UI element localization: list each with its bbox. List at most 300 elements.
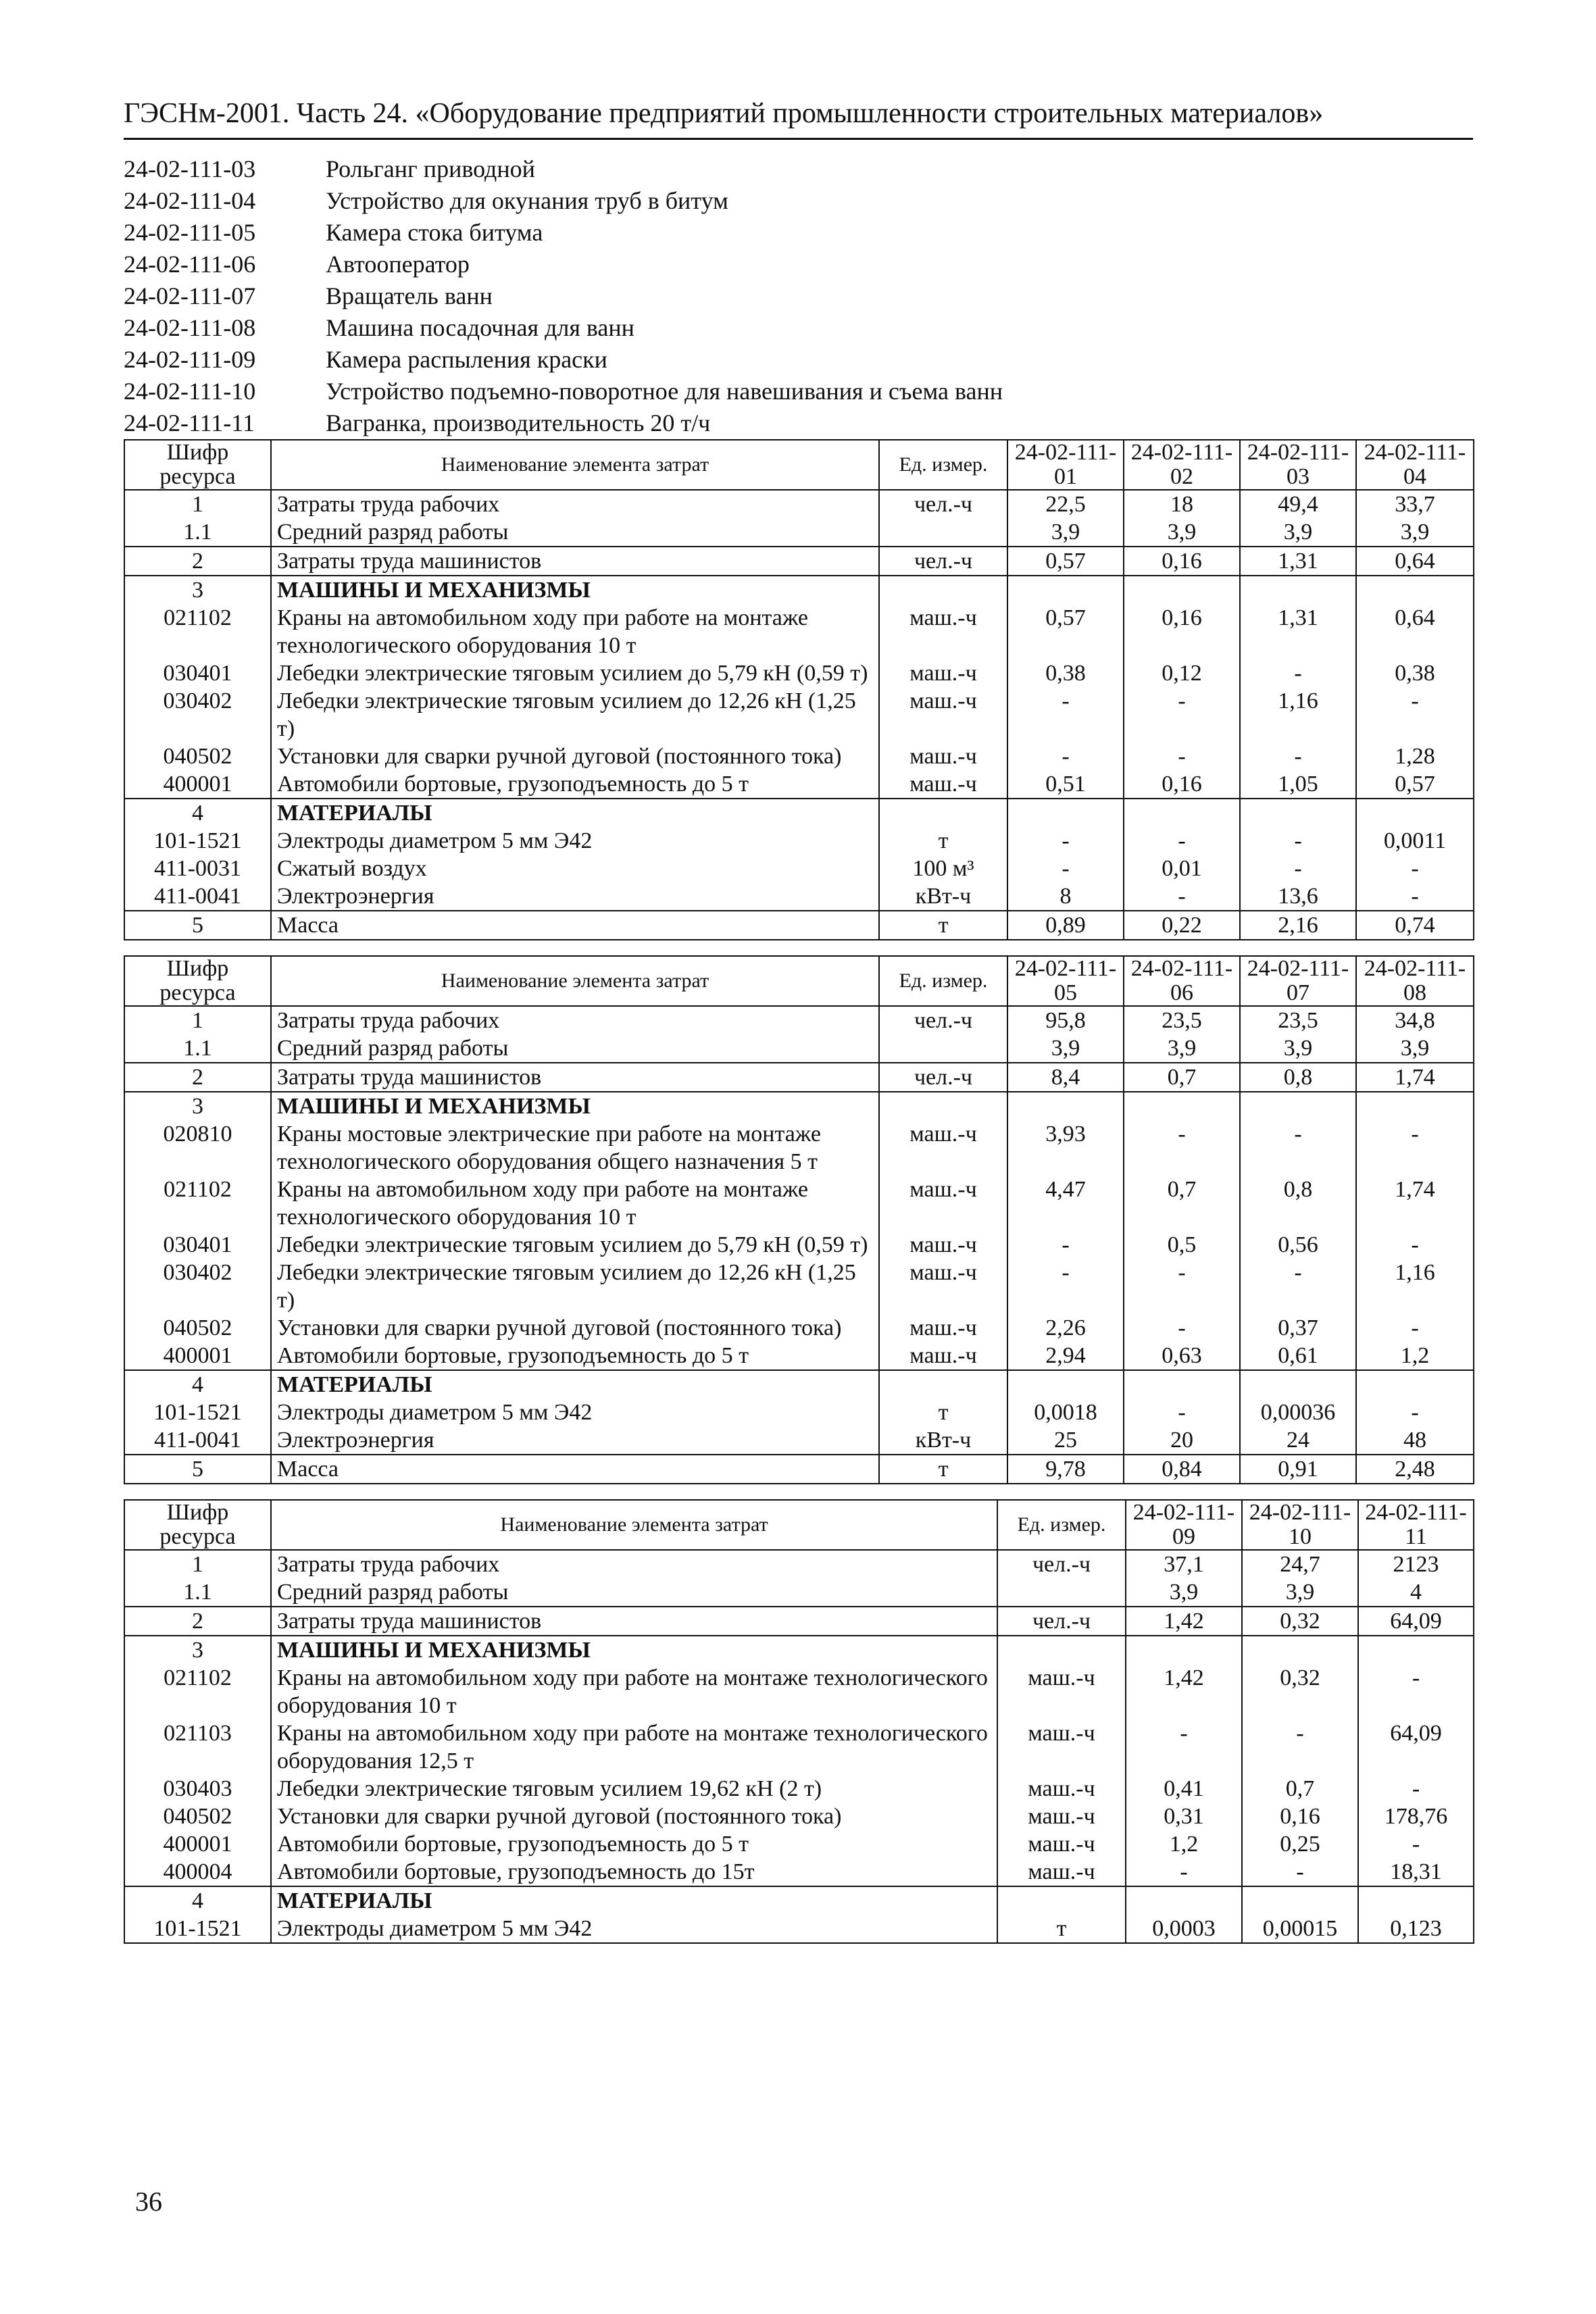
resource-value: - — [1007, 827, 1124, 855]
resource-unit: маш.-ч — [997, 1858, 1126, 1886]
resource-value: - — [1240, 827, 1356, 855]
resource-value: 0,16 — [1124, 604, 1240, 659]
resource-value: 0,16 — [1242, 1803, 1358, 1830]
resource-value: - — [1124, 1120, 1240, 1176]
resource-value: - — [1240, 1259, 1356, 1314]
resource-value: - — [1007, 1231, 1124, 1259]
resource-name: Лебедки электрические тяговым усилием до 5,79 кН (0,59 т) — [271, 1231, 879, 1259]
resource-unit: т — [879, 911, 1007, 940]
table-header-row — [124, 440, 1474, 490]
resource-value: - — [1356, 1120, 1474, 1176]
resource-value: - — [1124, 1399, 1240, 1426]
resource-value: 0,00015 — [1242, 1915, 1358, 1943]
resource-unit: т — [879, 1455, 1007, 1484]
resource-value: 0,0018 — [1007, 1399, 1124, 1426]
resource-code: 021102 — [124, 1176, 271, 1231]
resource-code: 021103 — [124, 1719, 271, 1775]
code-list-item — [124, 217, 1473, 249]
resource-value: 0,7 — [1124, 1063, 1240, 1092]
resource-value — [1007, 1370, 1124, 1399]
resource-code: 020810 — [124, 1120, 271, 1176]
item-name: Камера распыления краски — [326, 346, 607, 373]
resource-name: Установки для сварки ручной дуговой (постоянного тока) — [271, 1803, 997, 1830]
resource-value: 33,7 — [1356, 490, 1474, 518]
resource-unit: т — [879, 827, 1007, 855]
resource-value — [1240, 799, 1356, 827]
resource-name: МАТЕРИАЛЫ — [271, 1886, 997, 1915]
resource-name: Автомобили бортовые, грузоподъемность до 5 т — [271, 1342, 879, 1370]
header-col-norm: 24-02-111-04 — [1356, 440, 1474, 490]
resource-value: - — [1356, 1314, 1474, 1342]
resource-name: Масса — [271, 911, 879, 940]
resource-name: Средний разряд работы — [271, 1578, 997, 1607]
table-row — [124, 1858, 1474, 1886]
resource-unit: маш.-ч — [879, 1314, 1007, 1342]
resource-name: Затраты труда рабочих — [271, 490, 879, 518]
resource-value — [1356, 576, 1474, 604]
resource-name: Электроды диаметром 5 мм Э42 — [271, 827, 879, 855]
table-row — [124, 1719, 1474, 1775]
resource-name: Лебедки электрические тяговым усилием 19,62 кН (2 т) — [271, 1775, 997, 1803]
resource-value: 2,26 — [1007, 1314, 1124, 1342]
resource-value: 0,57 — [1007, 547, 1124, 576]
page-number: 36 — [135, 2186, 162, 2217]
resource-value: 3,9 — [1356, 1034, 1474, 1063]
resource-unit: маш.-ч — [997, 1775, 1126, 1803]
resource-value: 0,25 — [1242, 1830, 1358, 1858]
resource-value: 2123 — [1358, 1550, 1474, 1578]
resource-name: Краны на автомобильном ходу при работе на монтаже технологического оборудования 12,5 т — [271, 1719, 997, 1775]
resource-name: МАТЕРИАЛЫ — [271, 799, 879, 827]
resource-name: Средний разряд работы — [271, 518, 879, 547]
resource-value: 0,01 — [1124, 855, 1240, 882]
table-row — [124, 490, 1474, 518]
table-row — [124, 770, 1474, 799]
resource-code: 1.1 — [124, 518, 271, 547]
resource-value: 0,91 — [1240, 1455, 1356, 1484]
resource-value: 0,31 — [1126, 1803, 1242, 1830]
resource-unit: чел.-ч — [879, 490, 1007, 518]
resource-value: - — [1356, 1399, 1474, 1426]
header-name: Наименование элемента затрат — [271, 956, 879, 1006]
resource-value: - — [1356, 687, 1474, 743]
resource-value — [1124, 1092, 1240, 1120]
resource-value: - — [1007, 1259, 1124, 1314]
resource-code: 5 — [124, 1455, 271, 1484]
resource-value: - — [1240, 659, 1356, 687]
resource-name: Автомобили бортовые, грузоподъемность до 5 т — [271, 1830, 997, 1858]
header-col-norm: 24-02-111-05 — [1007, 956, 1124, 1006]
resource-value: 0,0011 — [1356, 827, 1474, 855]
resource-value — [1358, 1636, 1474, 1664]
table-header-row — [124, 956, 1474, 1006]
resource-value: 0,7 — [1124, 1176, 1240, 1231]
resource-code: 1.1 — [124, 1578, 271, 1607]
section-row — [124, 1886, 1474, 1915]
resource-name: Затраты труда машинистов — [271, 1063, 879, 1092]
resource-value: - — [1007, 743, 1124, 770]
resource-value — [1356, 1370, 1474, 1399]
resource-value — [1356, 799, 1474, 827]
resource-value: 3,9 — [1126, 1578, 1242, 1607]
item-name: Рольганг приводной — [326, 155, 535, 182]
resource-code: 3 — [124, 1092, 271, 1120]
table-row — [124, 687, 1474, 743]
table-row — [124, 1803, 1474, 1830]
resource-unit: маш.-ч — [879, 1259, 1007, 1314]
resource-value: 1,2 — [1126, 1830, 1242, 1858]
resource-code: 1.1 — [124, 1034, 271, 1063]
resource-name: МАШИНЫ И МЕХАНИЗМЫ — [271, 576, 879, 604]
resource-value: 2,48 — [1356, 1455, 1474, 1484]
header-col-norm: 24-02-111-11 — [1358, 1500, 1474, 1550]
resource-code: 101-1521 — [124, 827, 271, 855]
resource-name: Краны на автомобильном ходу при работе на монтаже технологического оборудования 10 т — [271, 604, 879, 659]
resource-value: 95,8 — [1007, 1006, 1124, 1034]
resource-unit: чел.-ч — [879, 1006, 1007, 1034]
resource-value: - — [1358, 1830, 1474, 1858]
table-row — [124, 1314, 1474, 1342]
resource-value: 9,78 — [1007, 1455, 1124, 1484]
resource-code: 101-1521 — [124, 1915, 271, 1943]
item-name: Устройство подъемно-поворотное для навешивания и съема ванн — [326, 378, 1003, 405]
item-name: Машина посадочная для ванн — [326, 314, 634, 341]
resource-code: 400001 — [124, 1342, 271, 1370]
resource-value: 25 — [1007, 1426, 1124, 1455]
resource-value: 3,9 — [1124, 1034, 1240, 1063]
table-row — [124, 827, 1474, 855]
resource-value — [1007, 576, 1124, 604]
resource-value: - — [1240, 743, 1356, 770]
table-row — [124, 547, 1474, 576]
resource-unit: маш.-ч — [997, 1803, 1126, 1830]
table-row — [124, 604, 1474, 659]
resource-code: 030401 — [124, 1231, 271, 1259]
resource-value: - — [1240, 1120, 1356, 1176]
table-row — [124, 518, 1474, 547]
resource-code: 101-1521 — [124, 1399, 271, 1426]
resource-value: - — [1124, 743, 1240, 770]
resource-value: 48 — [1356, 1426, 1474, 1455]
resource-code: 400001 — [124, 770, 271, 799]
resource-value: 0,5 — [1124, 1231, 1240, 1259]
resource-code: 030401 — [124, 659, 271, 687]
resource-value: 0,64 — [1356, 547, 1474, 576]
resource-value: - — [1124, 882, 1240, 911]
resource-value: 20 — [1124, 1426, 1240, 1455]
item-code: 24-02-111-08 — [124, 314, 256, 341]
resource-unit: маш.-ч — [997, 1830, 1126, 1858]
item-name: Устройство для окунания труб в битум — [326, 187, 728, 214]
table-row — [124, 1034, 1474, 1063]
resource-unit: маш.-ч — [879, 1342, 1007, 1370]
document-page — [124, 95, 1473, 1944]
resource-value: 0,57 — [1356, 770, 1474, 799]
resource-value: 23,5 — [1240, 1006, 1356, 1034]
table-row — [124, 882, 1474, 911]
resource-value: 0,00036 — [1240, 1399, 1356, 1426]
resource-unit — [879, 1092, 1007, 1120]
code-list-item — [124, 185, 1473, 217]
resource-unit: маш.-ч — [879, 1120, 1007, 1176]
resource-value: 0,12 — [1124, 659, 1240, 687]
header-col-norm: 24-02-111-01 — [1007, 440, 1124, 490]
item-name: Вращатель ванн — [326, 282, 493, 309]
resource-value: 0,38 — [1007, 659, 1124, 687]
resource-unit: маш.-ч — [879, 1176, 1007, 1231]
resource-value: - — [1358, 1775, 1474, 1803]
resource-value: - — [1124, 1314, 1240, 1342]
code-list-item — [124, 249, 1473, 280]
resource-value — [1240, 1092, 1356, 1120]
resource-value: - — [1126, 1719, 1242, 1775]
resource-value: 49,4 — [1240, 490, 1356, 518]
resource-value: 1,42 — [1126, 1607, 1242, 1636]
header-col-norm: 24-02-111-09 — [1126, 1500, 1242, 1550]
resource-name: Автомобили бортовые, грузоподъемность до 5 т — [271, 770, 879, 799]
resource-unit: кВт-ч — [879, 882, 1007, 911]
resource-value: 8,4 — [1007, 1063, 1124, 1092]
resource-value: 64,09 — [1358, 1607, 1474, 1636]
code-list-item — [124, 376, 1473, 407]
resource-unit: чел.-ч — [879, 1063, 1007, 1092]
header-col-norm: 24-02-111-02 — [1124, 440, 1240, 490]
resource-unit — [997, 1636, 1126, 1664]
resource-value — [1242, 1636, 1358, 1664]
header-unit: Ед. измер. — [997, 1500, 1126, 1550]
resource-unit: чел.-ч — [997, 1607, 1126, 1636]
resource-value: 37,1 — [1126, 1550, 1242, 1578]
resource-unit: маш.-ч — [997, 1719, 1126, 1775]
table-row — [124, 1176, 1474, 1231]
resource-code: 5 — [124, 911, 271, 940]
resource-value: - — [1358, 1664, 1474, 1719]
table-row — [124, 1342, 1474, 1370]
table-row — [124, 1399, 1474, 1426]
item-name: Автооператор — [326, 251, 470, 278]
table-header-row — [124, 1500, 1474, 1550]
resource-table — [124, 439, 1474, 940]
resource-value: 1,16 — [1240, 687, 1356, 743]
item-code: 24-02-111-09 — [124, 346, 256, 373]
resource-tables — [124, 439, 1473, 1944]
resource-value: 0,32 — [1242, 1664, 1358, 1719]
resource-value: 1,28 — [1356, 743, 1474, 770]
resource-value: 1,05 — [1240, 770, 1356, 799]
resource-name: Лебедки электрические тяговым усилием до 12,26 кН (1,25 т) — [271, 1259, 879, 1314]
resource-name: Краны на автомобильном ходу при работе на монтаже технологического оборудования 10 т — [271, 1176, 879, 1231]
resource-name: Затраты труда рабочих — [271, 1550, 997, 1578]
resource-value: 1,74 — [1356, 1176, 1474, 1231]
resource-value: 0,51 — [1007, 770, 1124, 799]
resource-value: 0,37 — [1240, 1314, 1356, 1342]
resource-value: 1,74 — [1356, 1063, 1474, 1092]
header-col-norm: 24-02-111-03 — [1240, 440, 1356, 490]
section-row — [124, 1636, 1474, 1664]
code-list-item — [124, 280, 1473, 312]
item-name: Вагранка, производительность 20 т/ч — [326, 409, 711, 436]
resource-value: 0,61 — [1240, 1342, 1356, 1370]
resource-value: - — [1126, 1858, 1242, 1886]
resource-name: Затраты труда машинистов — [271, 1607, 997, 1636]
resource-value: - — [1124, 687, 1240, 743]
resource-name: Установки для сварки ручной дуговой (постоянного тока) — [271, 743, 879, 770]
resource-name: Электроэнергия — [271, 882, 879, 911]
resource-value: 0,63 — [1124, 1342, 1240, 1370]
table-row — [124, 1775, 1474, 1803]
resource-value — [1242, 1886, 1358, 1915]
resource-value — [1356, 1092, 1474, 1120]
resource-value: 18,31 — [1358, 1858, 1474, 1886]
code-list-item — [124, 407, 1473, 439]
resource-name: Установки для сварки ручной дуговой (постоянного тока) — [271, 1314, 879, 1342]
resource-code: 040502 — [124, 743, 271, 770]
resource-unit — [879, 518, 1007, 547]
header-col-norm: 24-02-111-08 — [1356, 956, 1474, 1006]
resource-name: Затраты труда рабочих — [271, 1006, 879, 1034]
resource-value: 22,5 — [1007, 490, 1124, 518]
table-row — [124, 1259, 1474, 1314]
resource-value: 64,09 — [1358, 1719, 1474, 1775]
resource-code: 021102 — [124, 604, 271, 659]
resource-value: 3,9 — [1124, 518, 1240, 547]
resource-code: 4 — [124, 799, 271, 827]
resource-value: 178,76 — [1358, 1803, 1474, 1830]
resource-value: 0,38 — [1356, 659, 1474, 687]
resource-value: 4 — [1358, 1578, 1474, 1607]
resource-value: 0,8 — [1240, 1063, 1356, 1092]
table-row — [124, 1231, 1474, 1259]
header-code: Шифр ресурса — [124, 440, 271, 490]
resource-code: 4 — [124, 1370, 271, 1399]
resource-name: Лебедки электрические тяговым усилием до 12,26 кН (1,25 т) — [271, 687, 879, 743]
resource-name: Средний разряд работы — [271, 1034, 879, 1063]
resource-unit — [879, 576, 1007, 604]
resource-unit: кВт-ч — [879, 1426, 1007, 1455]
resource-value: 0,74 — [1356, 911, 1474, 940]
resource-value: 3,9 — [1007, 1034, 1124, 1063]
resource-code: 030403 — [124, 1775, 271, 1803]
table-row — [124, 1578, 1474, 1607]
code-list-item — [124, 153, 1473, 185]
resource-value: - — [1356, 1231, 1474, 1259]
table-row — [124, 1455, 1474, 1484]
resource-value: 3,9 — [1356, 518, 1474, 547]
resource-value: - — [1007, 687, 1124, 743]
resource-code: 411-0031 — [124, 855, 271, 882]
table-row — [124, 1915, 1474, 1943]
table-row — [124, 743, 1474, 770]
table-row — [124, 1120, 1474, 1176]
resource-value: - — [1242, 1719, 1358, 1775]
resource-value — [1240, 1370, 1356, 1399]
section-row — [124, 799, 1474, 827]
resource-name: МАТЕРИАЛЫ — [271, 1370, 879, 1399]
item-code: 24-02-111-05 — [124, 219, 256, 246]
resource-value: 23,5 — [1124, 1006, 1240, 1034]
resource-unit — [997, 1886, 1126, 1915]
resource-value: 1,2 — [1356, 1342, 1474, 1370]
resource-value: 0,7 — [1242, 1775, 1358, 1803]
table-row — [124, 1550, 1474, 1578]
resource-value: - — [1240, 855, 1356, 882]
resource-value — [1124, 1370, 1240, 1399]
resource-name: Краны на автомобильном ходу при работе на монтаже технологического оборудования 10 т — [271, 1664, 997, 1719]
item-code: 24-02-111-07 — [124, 282, 256, 309]
resource-value: 0,56 — [1240, 1231, 1356, 1259]
resource-name: Автомобили бортовые, грузоподъемность до 15т — [271, 1858, 997, 1886]
resource-value — [1126, 1636, 1242, 1664]
resource-unit — [879, 1370, 1007, 1399]
resource-value: 3,9 — [1240, 1034, 1356, 1063]
header-code: Шифр ресурса — [124, 956, 271, 1006]
header-unit: Ед. измер. — [879, 440, 1007, 490]
resource-unit: 100 м³ — [879, 855, 1007, 882]
item-code: 24-02-111-04 — [124, 187, 256, 214]
page-header: ГЭСНм-2001. Часть 24. «Оборудование предприятий промышленности строительных материалов» — [124, 95, 1473, 140]
resource-code: 2 — [124, 1607, 271, 1636]
resource-value: 1,31 — [1240, 547, 1356, 576]
resource-value: - — [1356, 855, 1474, 882]
table-row — [124, 1063, 1474, 1092]
resource-value: 8 — [1007, 882, 1124, 911]
code-list — [124, 153, 1473, 439]
resource-unit: чел.-ч — [997, 1550, 1126, 1578]
resource-value: 2,94 — [1007, 1342, 1124, 1370]
resource-value: 2,16 — [1240, 911, 1356, 940]
resource-code: 400001 — [124, 1830, 271, 1858]
resource-value: 34,8 — [1356, 1006, 1474, 1034]
resource-value: 24 — [1240, 1426, 1356, 1455]
resource-value — [1124, 799, 1240, 827]
resource-code: 3 — [124, 576, 271, 604]
header-col-norm: 24-02-111-10 — [1242, 1500, 1358, 1550]
resource-code: 411-0041 — [124, 1426, 271, 1455]
header-col-norm: 24-02-111-07 — [1240, 956, 1356, 1006]
resource-value — [1007, 799, 1124, 827]
table-row — [124, 1426, 1474, 1455]
resource-name: МАШИНЫ И МЕХАНИЗМЫ — [271, 1092, 879, 1120]
resource-code: 1 — [124, 490, 271, 518]
resource-value — [1124, 576, 1240, 604]
resource-value: 1,31 — [1240, 604, 1356, 659]
resource-unit: маш.-ч — [879, 770, 1007, 799]
resource-code: 030402 — [124, 687, 271, 743]
item-code: 24-02-111-11 — [124, 409, 255, 436]
resource-unit: маш.-ч — [879, 1231, 1007, 1259]
resource-unit: т — [997, 1915, 1126, 1943]
resource-name: Лебедки электрические тяговым усилием до 5,79 кН (0,59 т) — [271, 659, 879, 687]
resource-unit: маш.-ч — [879, 659, 1007, 687]
resource-value: 0,32 — [1242, 1607, 1358, 1636]
resource-code: 040502 — [124, 1314, 271, 1342]
resource-value: 13,6 — [1240, 882, 1356, 911]
resource-code: 411-0041 — [124, 882, 271, 911]
section-row — [124, 1092, 1474, 1120]
resource-value: 0,89 — [1007, 911, 1124, 940]
resource-unit: маш.-ч — [879, 687, 1007, 743]
table-row — [124, 1607, 1474, 1636]
resource-name: Краны мостовые электрические при работе на монтаже технологического оборудования общего назначения 5 т — [271, 1120, 879, 1176]
resource-value: 3,9 — [1007, 518, 1124, 547]
resource-unit: чел.-ч — [879, 547, 1007, 576]
resource-table — [124, 1499, 1474, 1944]
resource-name: Затраты труда машинистов — [271, 547, 879, 576]
resource-value: 0,57 — [1007, 604, 1124, 659]
resource-code: 040502 — [124, 1803, 271, 1830]
resource-value: 24,7 — [1242, 1550, 1358, 1578]
resource-name: Сжатый воздух — [271, 855, 879, 882]
